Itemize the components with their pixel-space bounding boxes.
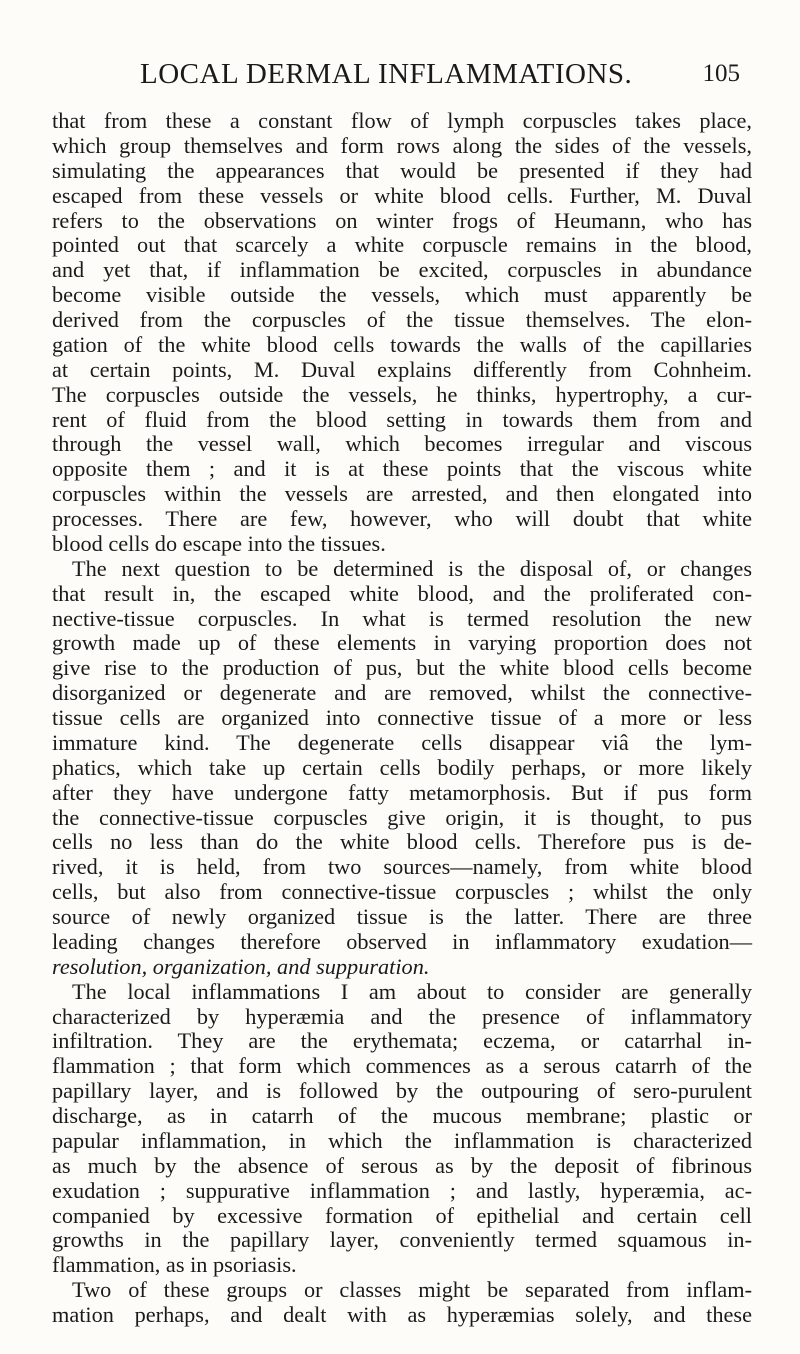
text-line: through the vessel wall, which becomes irregular and viscous bbox=[52, 431, 752, 457]
text-line: at certain points, M. Duval explains differently from Cohnheim. bbox=[52, 356, 752, 382]
text-line: disorganized or degenerate and are removed, whilst the connective- bbox=[52, 680, 752, 706]
text-line: immature kind. The degenerate cells disappear viâ the lym- bbox=[52, 729, 752, 755]
text-line: escaped from these vessels or white blood cells. Further, M. Duval bbox=[52, 182, 752, 208]
page-number: 105 bbox=[702, 60, 740, 87]
text-line: that from these a constant flow of lymph corpuscles takes place, bbox=[52, 108, 752, 133]
text-line: growths in the papillary layer, conveniently termed squamous in- bbox=[52, 1227, 752, 1253]
text-line: infiltration. They are the erythemata; eczema, or catarrhal in- bbox=[52, 1028, 752, 1054]
text-line: pointed out that scarcely a white corpuscle remains in the blood, bbox=[52, 232, 752, 258]
text-line: that result in, the escaped white blood, and the proliferated con- bbox=[52, 580, 752, 606]
text-line: leading changes therefore observed in inflammatory exudation— bbox=[52, 928, 752, 954]
text-line: derived from the corpuscles of the tissue themselves. The elon- bbox=[52, 307, 752, 332]
text-line: cells no less than do the white blood cells. Therefore pus is de- bbox=[52, 829, 752, 855]
text-line: after they have undergone fatty metamorphosis. But if pus form bbox=[52, 779, 752, 805]
text-line: discharge, as in catarrh of the mucous membrane; plastic or bbox=[52, 1103, 752, 1128]
text-line: rent of fluid from the blood setting in towards them from and bbox=[52, 406, 752, 432]
text-line: The corpuscles outside the vessels, he thinks, hypertrophy, a cur- bbox=[52, 381, 752, 407]
paragraph-start-line: The next question to be determined is the disposal of, or changes bbox=[72, 555, 752, 581]
text-line: source of newly organized tissue is the latter. There are three bbox=[52, 904, 752, 929]
text-line: as much by the absence of serous as by the deposit of fibrinous bbox=[52, 1152, 752, 1178]
text-line: companied by excessive formation of epithelial and certain cell bbox=[52, 1202, 752, 1228]
running-title: LOCAL DERMAL INFLAMMATIONS. bbox=[140, 58, 633, 90]
body-text bbox=[52, 109, 752, 1328]
text-line: phatics, which take up certain cells bodily perhaps, or more likely bbox=[52, 754, 752, 780]
paragraph-end-line: blood cells do escape into the tissues. bbox=[52, 530, 386, 556]
text-line: exudation ; suppurative inflammation ; and lastly, hyperæmia, ac- bbox=[52, 1177, 752, 1203]
text-line: papillary layer, and is followed by the outpouring of sero-purulent bbox=[52, 1078, 752, 1104]
text-line: processes. There are few, however, who will doubt that white bbox=[52, 506, 752, 531]
text-line: rived, it is held, from two sources—namely, from white blood bbox=[52, 854, 752, 880]
text-line: growth made up of these elements in varying proportion does not bbox=[52, 630, 752, 656]
paragraph-start-line: Two of these groups or classes might be separated from inflam- bbox=[72, 1277, 752, 1303]
text-line: refers to the observations on winter frogs of Heumann, who has bbox=[52, 207, 752, 233]
text-line: gation of the white blood cells towards the walls of the capillaries bbox=[52, 331, 752, 357]
text-line: tissue cells are organized into connective tissue of a more or less bbox=[52, 705, 752, 730]
text-line: opposite them ; and it is at these points that the viscous white bbox=[52, 456, 752, 482]
text-line: which group themselves and form rows along the sides of the vessels, bbox=[52, 132, 752, 158]
text-line: become visible outside the vessels, which must apparently be bbox=[52, 282, 752, 308]
italic-terms-line: resolution, organization, and suppuration. bbox=[52, 953, 430, 979]
text-line: corpuscles within the vessels are arrested, and then elongated into bbox=[52, 481, 752, 507]
text-line: nective-tissue corpuscles. In what is termed resolution the new bbox=[52, 605, 752, 631]
paragraph-end-line: flammation, as in psoriasis. bbox=[52, 1252, 297, 1278]
text-line: characterized by hyperæmia and the presence of inflammatory bbox=[52, 1003, 752, 1029]
text-line: the connective-tissue corpuscles give origin, it is thought, to pus bbox=[52, 804, 752, 830]
text-line: and yet that, if inflammation be excited, corpuscles in abundance bbox=[52, 257, 752, 283]
text-line: flammation ; that form which commences as a serous catarrh of the bbox=[52, 1053, 752, 1079]
text-line: simulating the appearances that would be presented if they had bbox=[52, 157, 752, 183]
paragraph-start-line: The local inflammations I am about to consider are generally bbox=[72, 978, 752, 1004]
running-head bbox=[140, 56, 740, 92]
text-line: mation perhaps, and dealt with as hyperæmias solely, and these bbox=[52, 1302, 752, 1327]
text-line: papular inflammation, in which the inflammation is characterized bbox=[52, 1127, 752, 1153]
text-line: give rise to the production of pus, but the white blood cells become bbox=[52, 655, 752, 681]
text-line: cells, but also from connective-tissue corpuscles ; whilst the only bbox=[52, 879, 752, 905]
